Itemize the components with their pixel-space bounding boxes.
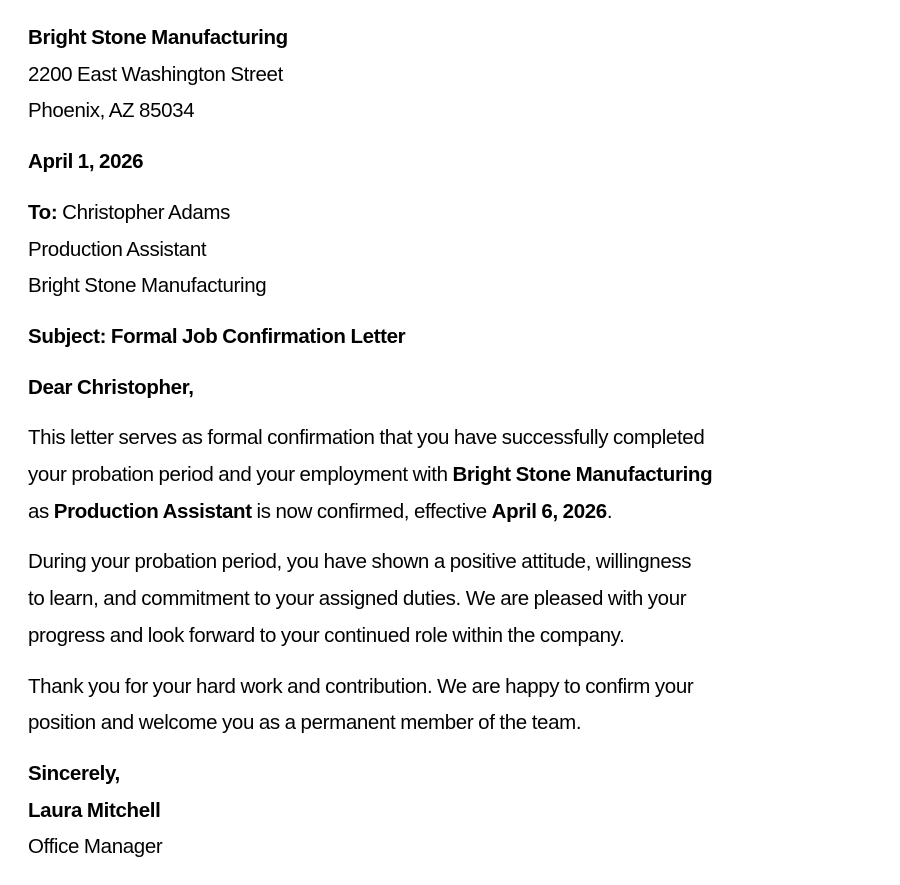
sender-company: Bright Stone Manufacturing bbox=[28, 26, 288, 49]
p1-line2 bbox=[28, 457, 888, 494]
p3-line1: Thank you for your hard work and contribution. We are happy to confirm your bbox=[28, 674, 694, 698]
p2-line1: During your probation period, you have shown a positive attitude, willingness bbox=[28, 550, 692, 574]
recipient-name: Christopher Adams bbox=[62, 200, 231, 224]
sender-city: Phoenix, AZ 85034 bbox=[28, 99, 195, 123]
p3-line2: position and welcome you as a permanent member of the team. bbox=[28, 711, 582, 735]
sender-address bbox=[28, 20, 888, 130]
subject-block bbox=[28, 319, 888, 356]
valediction: Sincerely, bbox=[28, 761, 120, 785]
sender-street: 2200 East Washington Street bbox=[28, 62, 283, 86]
salutation-block bbox=[28, 370, 888, 407]
p1-line3-period: . bbox=[606, 499, 613, 523]
body-paragraph-1 bbox=[28, 420, 888, 530]
signer-title: Office Manager bbox=[28, 835, 163, 859]
p1-position-emphasis: Production Assistant bbox=[53, 499, 252, 523]
p1-line3-text-c: is now confirmed, effective bbox=[251, 499, 492, 523]
p1-line3-text-a: as bbox=[28, 499, 54, 523]
signer-name: Laura Mitchell bbox=[28, 798, 161, 822]
p1-line2-text: your probation period and your employment with bbox=[28, 463, 453, 487]
letter-document bbox=[28, 20, 888, 866]
recipient-company: Bright Stone Manufacturing bbox=[28, 274, 267, 298]
body-paragraph-2 bbox=[28, 544, 888, 654]
p2-line2: to learn, and commitment to your assigned duties. We are pleased with your bbox=[28, 587, 687, 611]
recipient-line bbox=[28, 195, 888, 232]
p2-line3: progress and look forward to your continued role within the company. bbox=[28, 623, 625, 647]
subject-line: Subject: Formal Job Confirmation Letter bbox=[28, 324, 406, 348]
salutation: Dear Christopher, bbox=[28, 375, 194, 399]
p1-company-emphasis: Bright Stone Manufacturing bbox=[452, 463, 713, 487]
p1-effective-date-emphasis: April 6, 2026 bbox=[491, 499, 607, 523]
recipient-address bbox=[28, 195, 888, 305]
letter-date: April 1, 2026 bbox=[28, 150, 144, 174]
p1-line3 bbox=[28, 494, 888, 531]
letter-date-block bbox=[28, 144, 888, 181]
p1-line1: This letter serves as formal confirmation that you have successfully completed bbox=[28, 426, 705, 450]
closing-block bbox=[28, 756, 888, 866]
to-label: To: bbox=[28, 200, 58, 224]
body-paragraph-3 bbox=[28, 669, 888, 742]
recipient-title: Production Assistant bbox=[28, 237, 207, 261]
